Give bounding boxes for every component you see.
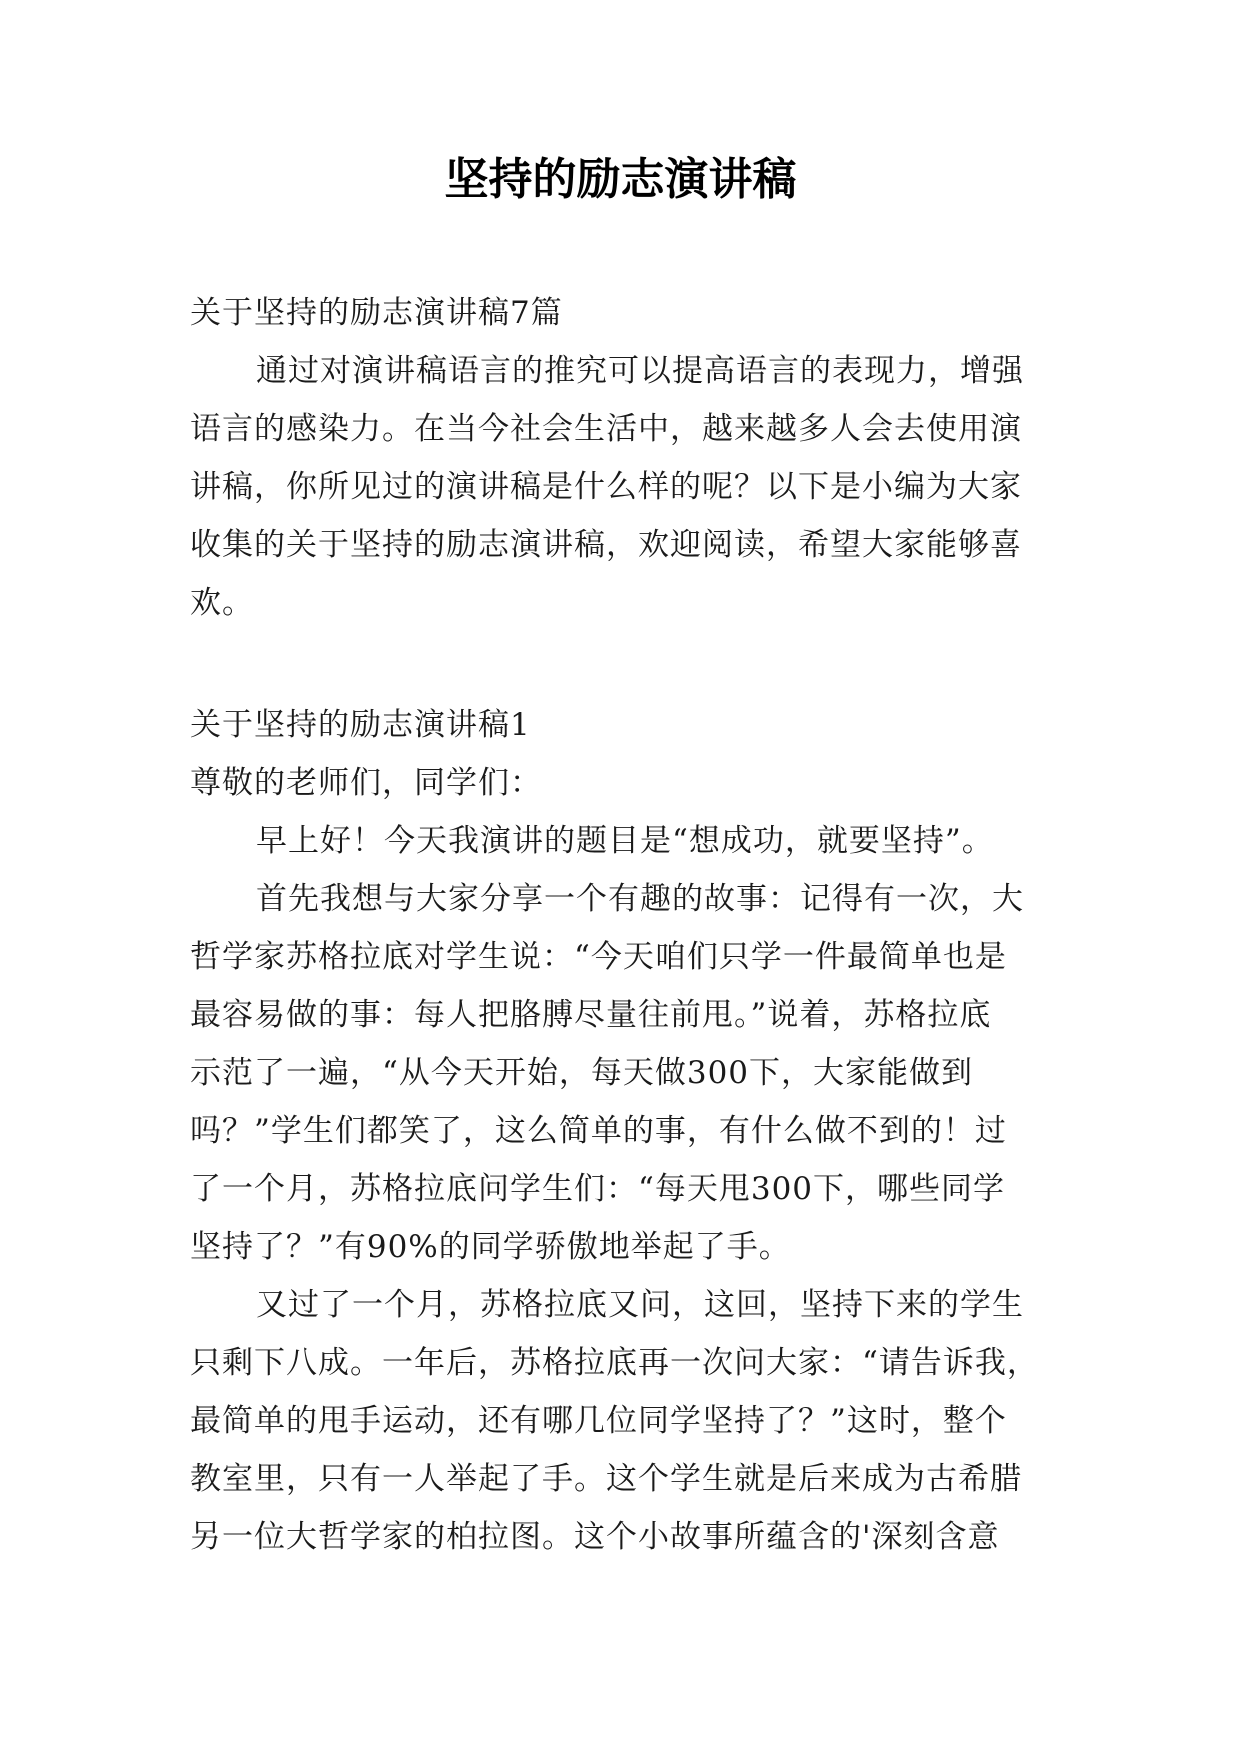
paragraph-line: 了一个月，苏格拉底问学生们：“每天甩300下，哪些同学 [190, 1171, 1006, 1207]
paragraph-line: 另一位大哲学家的柏拉图。这个小故事所蕴含的'深刻含意 [190, 1519, 1000, 1555]
story-paragraph-1 [190, 870, 1060, 1276]
section-spacer [190, 632, 1060, 696]
paragraph-line: 最容易做的事：每人把胳膊尽量往前甩。”说着，苏格拉底 [190, 997, 992, 1033]
paragraph-line: 最简单的甩手运动，还有哪几位同学坚持了？”这时，整个 [190, 1403, 1007, 1439]
collection-heading: 关于坚持的励志演讲稿7篇 [190, 295, 563, 331]
paragraph-line: 教室里，只有一人举起了手。这个学生就是后来成为古希腊 [190, 1461, 1022, 1497]
intro-paragraph [190, 342, 1060, 632]
paragraph-line: 首先我想与大家分享一个有趣的故事：记得有一次，大 [256, 881, 1024, 917]
story-paragraph-2 [190, 1276, 1060, 1566]
paragraph-line: 通过对演讲稿语言的推究可以提高语言的表现力，增强 [256, 353, 1024, 389]
document-title: 坚持的励志演讲稿 [444, 154, 797, 205]
section-heading: 关于坚持的励志演讲稿1 [190, 707, 531, 743]
paragraph-line: 吗？”学生们都笑了，这么简单的事，有什么做不到的！过 [190, 1113, 1007, 1149]
paragraph-line: 欢。 [190, 585, 254, 621]
paragraph-line: 讲稿，你所见过的演讲稿是什么样的呢？以下是小编为大家 [190, 469, 1022, 505]
paragraph-line: 只剩下八成。一年后，苏格拉底再一次问大家：“请告诉我， [190, 1345, 1039, 1381]
paragraph-line: 示范了一遍，“从今天开始，每天做300下，大家能做到 [190, 1055, 974, 1091]
paragraph-line: 语言的感染力。在当今社会生活中，越来越多人会去使用演 [190, 411, 1022, 447]
paragraph-line: 又过了一个月，苏格拉底又问，这回，坚持下来的学生 [256, 1287, 1024, 1323]
salutation: 尊敬的老师们，同学们： [190, 765, 542, 801]
document-body [190, 284, 1060, 1566]
greeting: 早上好！今天我演讲的题目是“想成功，就要坚持”。 [256, 823, 994, 859]
paragraph-line: 哲学家苏格拉底对学生说：“今天咱们只学一件最简单也是 [190, 939, 1007, 975]
paragraph-line: 收集的关于坚持的励志演讲稿，欢迎阅读，希望大家能够喜 [190, 527, 1022, 563]
paragraph-line: 坚持了？”有90%的同学骄傲地举起了手。 [190, 1229, 791, 1265]
